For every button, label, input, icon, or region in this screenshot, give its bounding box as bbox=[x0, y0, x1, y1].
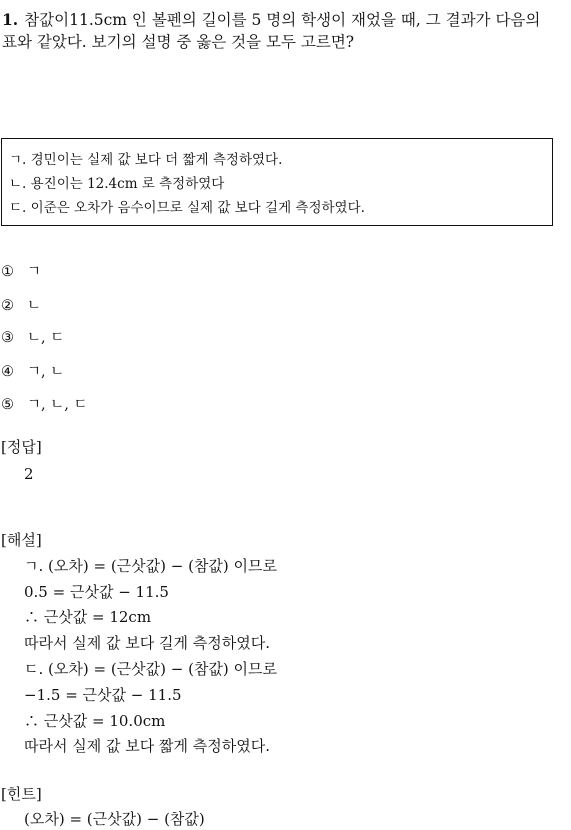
question-number: 1. bbox=[2, 10, 19, 29]
box-item-3: ㄷ. 이준은 오차가 음수이므로 실제 값 보다 길게 측정하였다. bbox=[9, 200, 365, 216]
choice-5[interactable] bbox=[1, 395, 87, 415]
choice-3[interactable] bbox=[1, 328, 64, 348]
question-text-1: 참값이11.5cm 인 볼펜의 길이를 5 명의 학생이 재었을 때, 그 결과가 다음의 bbox=[24, 11, 541, 29]
explanation-line-3: ∴ 근삿값 = 12cm bbox=[24, 608, 152, 626]
explanation-line-5: ㄷ. (오차) = (근삿값) − (참값) 이므로 bbox=[24, 660, 278, 678]
explanation-heading: [해설] bbox=[1, 531, 42, 549]
question-line-1 bbox=[2, 8, 540, 32]
choice-3-number: ③ bbox=[1, 330, 14, 346]
choice-2-text: ㄴ bbox=[27, 298, 42, 314]
choice-2[interactable] bbox=[1, 296, 41, 316]
choice-1-number: ① bbox=[1, 264, 14, 280]
explanation-line-2: 0.5 = 근삿값 − 11.5 bbox=[24, 583, 169, 601]
choice-1-text: ㄱ bbox=[27, 264, 42, 280]
explanation-line-7: ∴ 근삿값 = 10.0cm bbox=[24, 712, 166, 730]
question-line-2: 표와 같았다. 보기의 설명 중 옳은 것을 모두 고르면? bbox=[2, 33, 355, 51]
hint-heading: [힌트] bbox=[1, 785, 42, 803]
explanation-line-4: 따라서 실제 값 보다 길게 측정하였다. bbox=[24, 634, 270, 652]
choice-5-number: ⑤ bbox=[1, 397, 14, 413]
choice-4-number: ④ bbox=[1, 364, 14, 380]
explanation-line-8: 따라서 실제 값 보다 짧게 측정하였다. bbox=[24, 737, 270, 755]
choice-3-text: ㄴ, ㄷ bbox=[27, 330, 65, 346]
box-item-1: ㄱ. 경민이는 실제 값 보다 더 짧게 측정하였다. bbox=[9, 152, 283, 168]
hint-text: (오차) = (근삿값) − (참값) bbox=[24, 810, 205, 828]
choice-2-number: ② bbox=[1, 298, 14, 314]
choice-5-text: ㄱ, ㄴ, ㄷ bbox=[27, 397, 88, 413]
choice-4[interactable] bbox=[1, 362, 64, 382]
choice-1[interactable] bbox=[1, 262, 41, 282]
box-item-2: ㄴ. 용진이는 12.4cm 로 측정하였다 bbox=[9, 176, 225, 192]
explanation-line-6: −1.5 = 근삿값 − 11.5 bbox=[24, 686, 182, 704]
answer-value: 2 bbox=[24, 465, 34, 483]
example-box bbox=[1, 138, 553, 226]
answer-heading: [정답] bbox=[1, 438, 42, 456]
choice-4-text: ㄱ, ㄴ bbox=[27, 364, 65, 380]
explanation-line-1: ㄱ. (오차) = (근삿값) − (참값) 이므로 bbox=[24, 557, 278, 575]
